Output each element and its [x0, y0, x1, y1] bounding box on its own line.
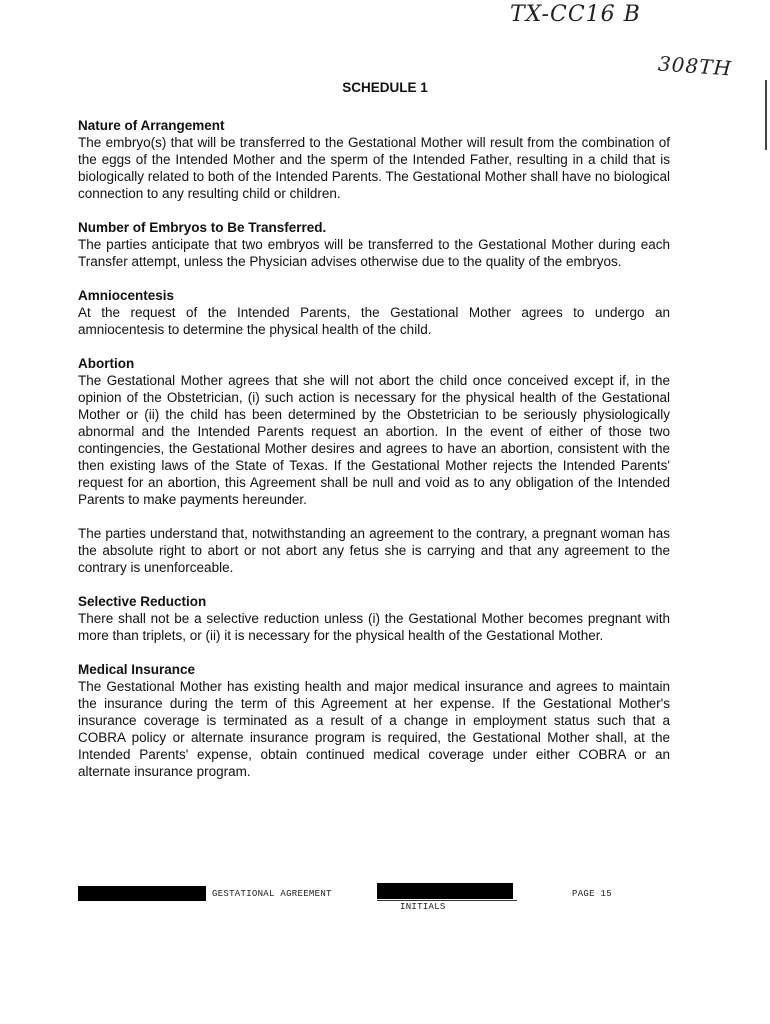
- section-number-of-embryos: [78, 219, 670, 270]
- handwritten-annotation-side: 308TH: [657, 51, 733, 81]
- section-heading: Nature of Arrangement: [78, 118, 225, 133]
- section-abortion-continued: [78, 525, 670, 576]
- handwritten-annotation-top: TX-CC16 B: [510, 2, 641, 27]
- section-heading: Selective Reduction: [78, 594, 207, 609]
- section-heading: Number of Embryos to Be Transferred.: [78, 220, 327, 235]
- section-paragraph: The Gestational Mother agrees that she will not abort the child once conceived except if, in the opinion of the Obstetrician, (i) such action is necessary for the physical health of the Gestational Mother or (ii) the child has been determined by the Obstetrician to be seriously physiologically abnormal and the Intended Parents request an abortion. In the event of either of those two contingencies, the Gestational Mother desires and agrees to have an abortion, consistent with the then existing laws of the State of Texas. If the Gestational Mother rejects the Intended Parents' request for an abortion, this Agreement shall be null and void as to any obligation of the Intended Parents to make payments hereunder.: [78, 373, 670, 507]
- section-selective-reduction: [78, 593, 670, 644]
- section-medical-insurance: [78, 661, 670, 780]
- section-paragraph: The Gestational Mother has existing health and major medical insurance and agrees to maintain the insurance during the term of this Agreement at her expense. If the Gestational Mother's insurance coverage is terminated as a result of a change in employment status such that a COBRA policy or alternate insurance program is required, the Gestational Mother shall, at the Intended Parents' expense, obtain continued medical coverage under either COBRA or an alternate insurance program.: [78, 679, 670, 779]
- page-footer: [0, 880, 770, 920]
- section-heading: Abortion: [78, 356, 135, 371]
- schedule-body: [78, 117, 670, 797]
- footer-page-number: PAGE 15: [572, 889, 612, 899]
- section-paragraph: At the request of the Intended Parents, the Gestational Mother agrees to undergo an amniocentesis to determine the physical health of the child.: [78, 305, 670, 337]
- schedule-title: SCHEDULE 1: [342, 80, 428, 95]
- redaction-bar: [78, 886, 206, 901]
- footer-agreement-label: GESTATIONAL AGREEMENT: [212, 889, 332, 899]
- section-abortion: [78, 355, 670, 508]
- section-paragraph: The parties anticipate that two embryos will be transferred to the Gestational Mother during each Transfer attempt, unless the Physician advises otherwise due to the quality of the embryos.: [78, 237, 670, 269]
- section-nature-of-arrangement: [78, 117, 670, 202]
- section-paragraph: The embryo(s) that will be transferred to the Gestational Mother will result from the combination of the eggs of the Intended Mother and the sperm of the Intended Father, resulting in a child that is biologically related to both of the Intended Parents. The Gestational Mother shall have no biological connection to any resulting child or children.: [78, 135, 670, 201]
- section-paragraph: There shall not be a selective reduction unless (i) the Gestational Mother becomes pregnant with more than triplets, or (ii) it is necessary for the physical health of the Gestational Mother.: [78, 611, 670, 643]
- footer-initials-label: INITIALS: [400, 902, 446, 912]
- section-paragraph: The parties understand that, notwithstanding an agreement to the contrary, a pregnant woman has the absolute right to abort or not abort any fetus she is carrying and that any agreement to the contrary is unenforceable.: [78, 526, 670, 575]
- redaction-bar: [377, 883, 513, 899]
- section-heading: Medical Insurance: [78, 662, 196, 677]
- initials-line: [377, 900, 517, 901]
- section-amniocentesis: [78, 287, 670, 338]
- section-heading: Amniocentesis: [78, 288, 175, 303]
